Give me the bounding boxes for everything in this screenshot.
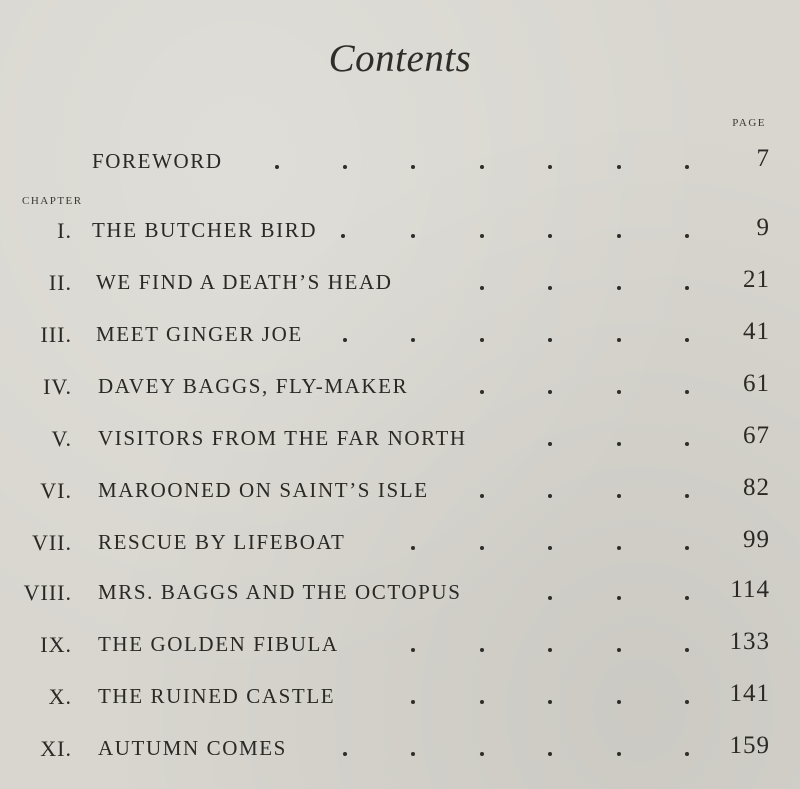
chapter-numeral: I. — [57, 218, 72, 243]
chapter-page-number: 21 — [743, 266, 770, 293]
leader-dot — [343, 338, 347, 342]
leader-dot — [548, 390, 552, 394]
page-title: Contents — [328, 37, 472, 80]
leader-dot — [480, 546, 484, 550]
leader-dot — [617, 648, 621, 652]
chapter-row[interactable] — [0, 732, 800, 776]
leader-dot — [685, 494, 689, 498]
chapter-title: WE FIND A DEATH’S HEAD — [96, 270, 393, 294]
leader-dot — [685, 165, 689, 169]
leader-dot — [617, 442, 621, 446]
leader-dot — [411, 338, 415, 342]
leader-dot — [617, 752, 621, 756]
leader-dot — [617, 494, 621, 498]
leader-dot — [617, 165, 621, 169]
chapter-numeral: III. — [40, 322, 72, 347]
leader-dot — [548, 596, 552, 600]
leader-dot — [617, 596, 621, 600]
chapter-numeral: IX. — [40, 632, 72, 657]
chapter-row[interactable] — [0, 422, 800, 466]
leader-dot — [480, 752, 484, 756]
chapter-numeral: V. — [51, 426, 72, 451]
leader-dot — [480, 494, 484, 498]
leader-dot — [548, 286, 552, 290]
chapter-title: DAVEY BAGGS, FLY-MAKER — [98, 374, 409, 398]
leader-dot — [341, 234, 345, 238]
chapter-page-number: 9 — [756, 214, 770, 241]
chapter-page-number: 141 — [729, 680, 770, 707]
leader-dot — [343, 165, 347, 169]
leader-dot — [685, 390, 689, 394]
leader-dot — [411, 546, 415, 550]
chapter-page-number: 133 — [729, 628, 770, 655]
leader-dot — [617, 234, 621, 238]
leader-dot — [548, 165, 552, 169]
leader-dot — [480, 648, 484, 652]
leader-dot — [685, 700, 689, 704]
chapter-numeral: II. — [48, 270, 72, 295]
leader-dot — [685, 648, 689, 652]
chapter-row[interactable] — [0, 370, 800, 414]
entry-page-number: 7 — [756, 145, 770, 172]
leader-dot — [411, 752, 415, 756]
chapter-numeral: VIII. — [23, 580, 72, 605]
chapter-title: THE GOLDEN FIBULA — [98, 632, 339, 656]
chapter-title: MAROONED ON SAINT’S ISLE — [98, 478, 429, 502]
leader-dot — [343, 752, 347, 756]
leader-dot — [617, 338, 621, 342]
chapter-title: THE RUINED CASTLE — [98, 684, 336, 708]
chapter-title: AUTUMN COMES — [98, 736, 287, 760]
chapter-column-label: CHAPTER — [22, 195, 83, 207]
leader-dot — [685, 752, 689, 756]
chapter-title: VISITORS FROM THE FAR NORTH — [98, 426, 467, 450]
leader-dot — [411, 234, 415, 238]
leader-dot — [617, 700, 621, 704]
leader-dot — [548, 338, 552, 342]
leader-dot — [480, 234, 484, 238]
leader-dot — [480, 286, 484, 290]
chapter-title: MEET GINGER JOE — [96, 322, 303, 346]
leader-dot — [617, 286, 621, 290]
leader-dot — [275, 165, 279, 169]
leader-dot — [685, 442, 689, 446]
leader-dot — [685, 596, 689, 600]
leader-dot — [685, 234, 689, 238]
chapter-row[interactable] — [0, 214, 800, 258]
leader-dot — [411, 700, 415, 704]
leader-dot — [548, 648, 552, 652]
chapter-row[interactable] — [0, 628, 800, 672]
chapter-page-number: 99 — [743, 526, 770, 553]
chapter-row[interactable] — [0, 680, 800, 724]
chapter-row[interactable] — [0, 576, 800, 620]
chapter-page-number: 61 — [743, 370, 770, 397]
leader-dot — [548, 442, 552, 446]
foreword-entry[interactable] — [0, 145, 800, 189]
chapter-page-number: 67 — [743, 422, 770, 449]
leader-dot — [480, 390, 484, 394]
leader-dot — [480, 338, 484, 342]
chapter-page-number: 114 — [730, 576, 770, 603]
chapter-page-number: 159 — [729, 732, 770, 759]
leader-dot — [548, 234, 552, 238]
chapter-numeral: VI. — [40, 478, 72, 503]
leader-dot — [480, 165, 484, 169]
leader-dot — [548, 494, 552, 498]
leader-dot — [548, 546, 552, 550]
chapter-numeral: X. — [48, 684, 72, 709]
chapter-row[interactable] — [0, 318, 800, 362]
chapter-page-number: 82 — [743, 474, 770, 501]
entry-title: FOREWORD — [92, 149, 223, 173]
chapter-title: THE BUTCHER BIRD — [92, 218, 318, 242]
chapter-title: MRS. BAGGS AND THE OCTOPUS — [98, 580, 462, 604]
leader-dot — [685, 338, 689, 342]
leader-dot — [685, 286, 689, 290]
leader-dot — [685, 546, 689, 550]
leader-dot — [411, 165, 415, 169]
chapter-row[interactable] — [0, 474, 800, 518]
chapter-numeral: XI. — [40, 736, 72, 761]
leader-dot — [480, 700, 484, 704]
leader-dot — [617, 546, 621, 550]
chapter-page-number: 41 — [743, 318, 770, 345]
chapter-numeral: IV. — [43, 374, 72, 399]
page-column-label: PAGE — [732, 117, 766, 129]
leader-dot — [548, 700, 552, 704]
chapter-row[interactable] — [0, 526, 800, 570]
leader-dot — [411, 648, 415, 652]
chapter-numeral: VII. — [31, 530, 72, 555]
chapter-title: RESCUE BY LIFEBOAT — [98, 530, 346, 554]
leader-dot — [617, 390, 621, 394]
chapter-row[interactable] — [0, 266, 800, 310]
leader-dot — [548, 752, 552, 756]
